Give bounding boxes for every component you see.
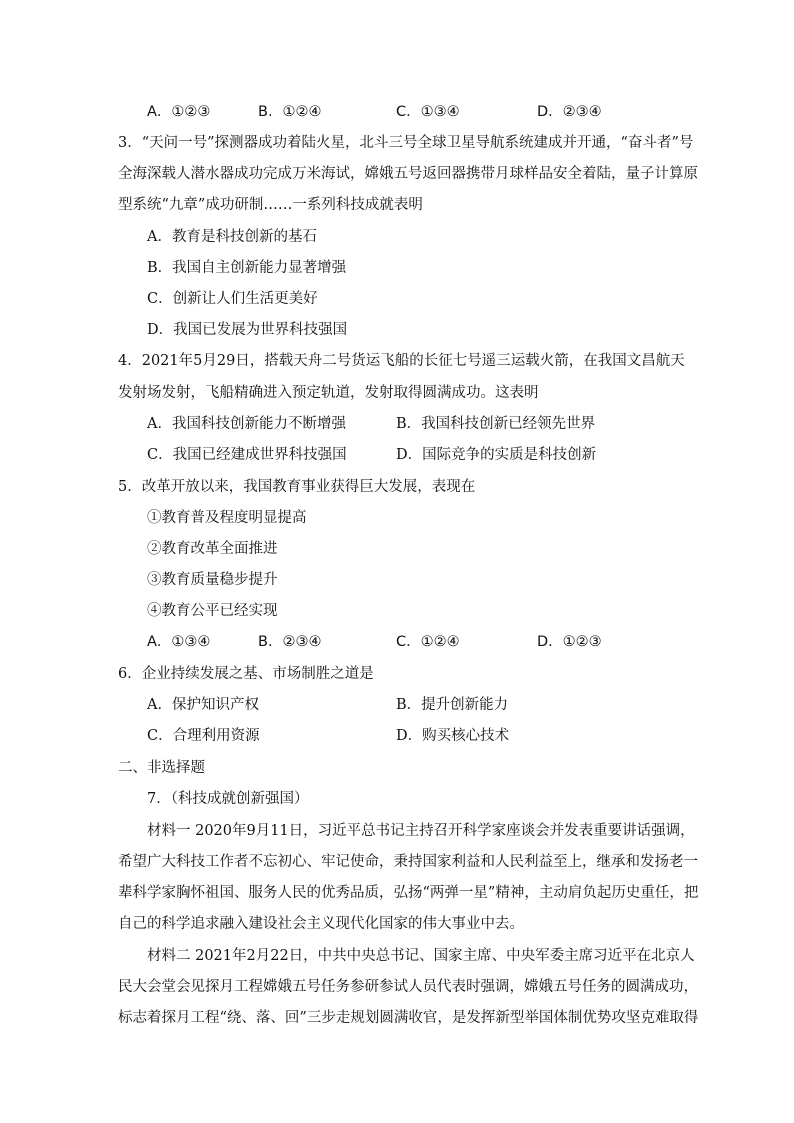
q7-material1-line-3: 辈科学家胸怀祖国、服务人民的优秀品质，弘扬“两弹一星”精神，主动肩负起历史重任，把 [118, 885, 699, 901]
q7-material1-line-4: 自己的科学追求融入建设社会主义现代化国家的伟大事业中去。 [118, 916, 524, 932]
q5-option-d: D．①②③ [537, 634, 602, 650]
q5-item-2: ②教育改革全面推进 [147, 541, 278, 557]
q5-option-c: C．①②④ [396, 634, 460, 650]
q4-option-a: A．我国科技创新能力不断增强 [147, 416, 346, 432]
q5-item-3: ③教育质量稳步提升 [147, 572, 278, 588]
q5-option-b: B．②③④ [258, 634, 322, 650]
q7-material2-line-3: 标志着探月工程“绕、落、回”三步走规划圆满收官，是发挥新型举国体制优势攻坚克难取得 [118, 1010, 699, 1026]
q2-option-d: D．②③④ [537, 104, 602, 120]
q3-option-c: C．创新让人们生活更美好 [147, 291, 318, 307]
q6-option-c: C．合理利用资源 [147, 728, 260, 744]
q3-option-d: D．我国已发展为世界科技强国 [147, 322, 348, 338]
q5-option-a: A．①③④ [147, 634, 211, 650]
section-heading: 二、非选择题 [118, 760, 205, 776]
q2-option-b: B．①②④ [258, 104, 322, 120]
q6-option-a: A．保护知识产权 [147, 697, 259, 713]
q3-stem-line-3: 型系统“九章”成功研制……一系列科技成就表明 [118, 197, 423, 213]
q6-option-b: B．提升创新能力 [396, 697, 509, 713]
q6-option-d: D．购买核心技术 [396, 728, 510, 744]
q5-item-4: ④教育公平已经实现 [147, 603, 278, 619]
q7-material1-line-2: 希望广大科技工作者不忘初心、牢记使命，秉持国家利益和人民利益至上，继承和发扬老一 [118, 854, 698, 870]
q3-option-a: A．教育是科技创新的基石 [147, 229, 317, 245]
q2-option-a: A．①②③ [147, 104, 211, 120]
q3-stem-line-2: 全海深载人潜水器成功完成万米海试，嫦娥五号返回器携带月球样品安全着陆，量子计算原 [118, 166, 698, 182]
q4-stem-line-1: 4．2021年5月29日，搭载天舟二号货运飞船的长征七号遥三运载火箭，在我国文昌航天 [118, 353, 685, 369]
q5-item-1: ①教育普及程度明显提高 [147, 510, 307, 526]
q7-material2-line-2: 民大会堂会见探月工程嫦娥五号任务参研参试人员代表时强调，嫦娥五号任务的圆满成功， [118, 979, 698, 995]
q2-option-c: C．①③④ [396, 104, 460, 120]
q4-option-b: B．我国科技创新已经领先世界 [396, 416, 596, 432]
q6-stem: 6．企业持续发展之基、市场制胜之道是 [118, 666, 374, 682]
q3-option-b: B．我国自主创新能力显著增强 [147, 260, 347, 276]
q4-stem-line-2: 发射场发射，飞船精确进入预定轨道，发射取得圆满成功。这表明 [118, 385, 539, 401]
q7-material2-line-1: 材料二 2021年2月22日，中共中央总书记、国家主席、中央军委主席习近平在北京人 [147, 948, 695, 964]
q4-option-d: D．国际竞争的实质是科技创新 [396, 447, 597, 463]
q7-material1-line-1: 材料一 2020年9月11日，习近平总书记主持召开科学家座谈会并发表重要讲话强调， [147, 823, 695, 839]
q4-option-c: C．我国已经建成世界科技强国 [147, 447, 347, 463]
q3-stem-line-1: 3．“天问一号”探测器成功着陆火星，北斗三号全球卫星导航系统建成并开通，“奋斗者”号 [118, 135, 694, 151]
q7-title: 7．（科技成就创新强国） [147, 791, 309, 807]
q5-stem: 5．改革开放以来，我国教育事业获得巨大发展，表现在 [118, 479, 476, 495]
